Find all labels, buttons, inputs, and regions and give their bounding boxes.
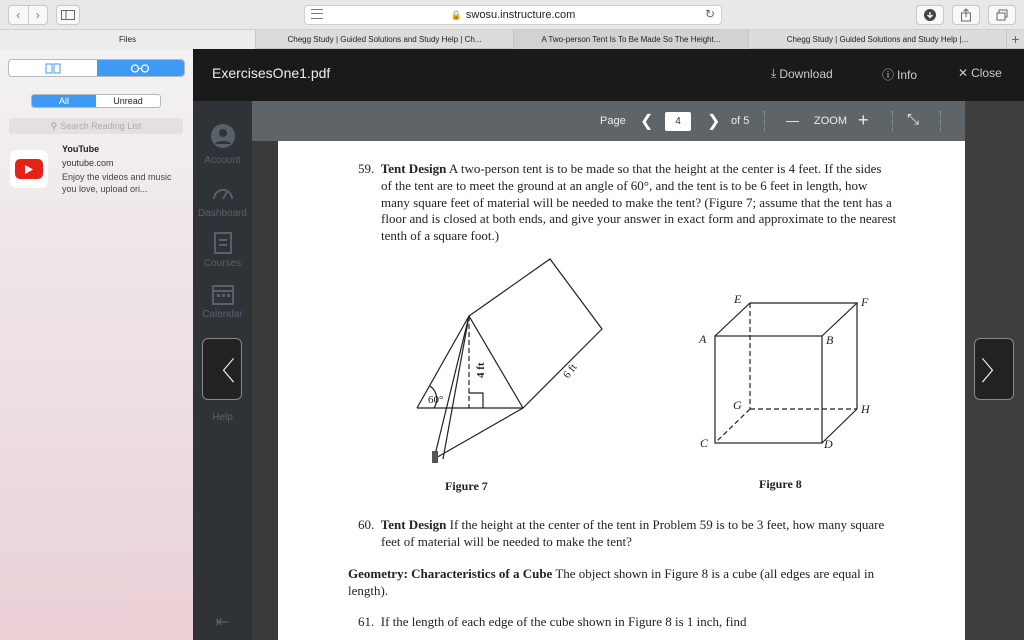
- problem-title: Tent Design: [380, 161, 447, 176]
- figure-7-caption: Figure 7: [445, 479, 488, 493]
- book-icon: [45, 63, 61, 74]
- problem-59-line-1: [358, 161, 881, 177]
- pdf-header: [193, 49, 1024, 101]
- problem-number: 61.: [358, 614, 375, 629]
- calendar-icon[interactable]: [210, 283, 236, 305]
- collapse-nav-icon[interactable]: ⇤: [215, 614, 230, 631]
- close-label: Close: [971, 66, 1002, 80]
- page-total: of 5: [731, 115, 750, 127]
- dashboard-icon[interactable]: [210, 183, 236, 205]
- nav-help[interactable]: Help: [212, 412, 233, 423]
- pdf-page: [278, 141, 965, 640]
- zoom-out-button[interactable]: —: [786, 113, 799, 128]
- problem-59-line-4: floor and is closed at both ends, and give your answer in exact form and approximate to the nearest: [381, 211, 897, 226]
- nav-buttons: [8, 5, 48, 25]
- tab-bar: [0, 30, 1024, 49]
- account-icon[interactable]: [210, 123, 236, 145]
- angle-label: 60°: [428, 394, 444, 406]
- play-icon: [25, 165, 33, 174]
- share-button[interactable]: [952, 5, 980, 25]
- info-button[interactable]: [882, 66, 917, 83]
- pdf-page-toolbar: [252, 101, 965, 141]
- vertex-b: B: [826, 333, 834, 347]
- search-icon: ⚲: [50, 120, 58, 131]
- problem-text: If the length of each edge of the cube shown in Figure 8 is 1 inch, find: [380, 614, 747, 629]
- figure-7-tent: [408, 251, 608, 471]
- geometry-line-2: length).: [348, 583, 389, 598]
- vertex-h: H: [861, 402, 870, 416]
- url-text: swosu.instructure.com: [465, 9, 576, 21]
- info-icon: ⓘ: [882, 68, 895, 82]
- problem-60-line-1: [358, 517, 884, 533]
- reading-item-url: youtube.com: [62, 158, 114, 168]
- tab-chegg-1[interactable]: Chegg Study | Guided Solutions and Study Help | Ch...: [256, 30, 514, 49]
- problem-59-line-5: tenth of a square foot.): [381, 228, 500, 243]
- tent-stake: [432, 451, 438, 463]
- search-placeholder: Search Reading List: [60, 121, 142, 131]
- glasses-icon: [130, 64, 150, 73]
- sidebar-toggle-button[interactable]: [56, 5, 80, 25]
- close-button[interactable]: [958, 66, 1002, 80]
- browser-toolbar: [0, 0, 1024, 30]
- bookmarks-tab[interactable]: [9, 60, 97, 76]
- zoom-in-button[interactable]: +: [858, 110, 869, 130]
- vertex-c: C: [700, 436, 709, 450]
- prev-file-button[interactable]: [202, 338, 242, 400]
- vertex-f: F: [861, 295, 869, 309]
- problem-title: Tent Design: [380, 517, 447, 532]
- tabs-icon: [996, 9, 1008, 21]
- download-label: Download: [779, 66, 833, 81]
- sidebar-mode-switch: [8, 59, 185, 77]
- geometry-heading-line: [348, 566, 874, 582]
- tab-files[interactable]: Files: [0, 30, 256, 49]
- section-title: Geometry: Characteristics of a Cube: [348, 566, 553, 581]
- nav-courses[interactable]: Courses: [203, 258, 242, 269]
- vertex-d: D: [824, 437, 833, 451]
- page-number-input[interactable]: 4: [665, 112, 691, 131]
- problem-61-line-1: [358, 614, 746, 630]
- vertex-e: E: [734, 292, 742, 306]
- vertex-a: A: [699, 332, 707, 346]
- separator: [764, 111, 765, 131]
- separator: [892, 111, 893, 131]
- problem-60-line-2: feet of material will be needed to make the tent?: [381, 534, 632, 549]
- pdf-filename: ExercisesOne1.pdf: [212, 65, 331, 81]
- back-icon[interactable]: ‹: [9, 6, 29, 24]
- filter-all[interactable]: All: [32, 95, 96, 107]
- reading-item-desc: Enjoy the videos and music you love, upload ori...: [62, 172, 172, 194]
- problem-number: 59.: [358, 161, 375, 176]
- next-file-button[interactable]: [974, 338, 1014, 400]
- problem-text: If the height at the center of the tent in Problem 59 is to be 3 feet, how many square: [449, 517, 885, 532]
- sidebar-icon: [61, 10, 75, 20]
- figure-8-caption: Figure 8: [759, 477, 802, 491]
- zoom-label: ZOOM: [814, 115, 847, 127]
- vertex-g: G: [733, 398, 742, 412]
- download-icon: ⤓: [771, 66, 777, 80]
- youtube-logo[interactable]: [10, 150, 48, 188]
- tab-chegg-2[interactable]: Chegg Study | Guided Solutions and Study Help |...: [749, 30, 1007, 49]
- reload-icon[interactable]: ↻: [704, 7, 715, 21]
- download-button[interactable]: [771, 66, 833, 81]
- downloads-button[interactable]: [916, 5, 944, 25]
- nav-dashboard[interactable]: Dashboard: [198, 208, 247, 219]
- chevron-left-icon: 〈: [208, 355, 235, 386]
- filter-unread[interactable]: Unread: [113, 96, 143, 106]
- problem-number: 60.: [358, 517, 375, 532]
- download-circle-icon: [924, 9, 936, 21]
- section-text: The object shown in Figure 8 is a cube (all edges are equal in: [555, 566, 875, 581]
- forward-icon[interactable]: ›: [35, 8, 40, 22]
- share-icon: [960, 8, 972, 22]
- courses-icon[interactable]: [210, 232, 236, 254]
- height-label: 4 ft: [475, 362, 487, 378]
- problem-text: A two-person tent is to be made so that the height at the center is 4 feet. If the sides: [448, 161, 882, 176]
- nav-account[interactable]: Account: [204, 155, 241, 166]
- length-label: 6 ft: [560, 361, 580, 381]
- tabs-overview-button[interactable]: [988, 5, 1016, 25]
- next-page-icon[interactable]: ❯: [707, 113, 721, 130]
- figure-8-cube: [693, 291, 883, 456]
- prev-page-icon[interactable]: ❮: [640, 113, 654, 130]
- lock-icon: 🔒: [450, 9, 462, 20]
- new-tab-button[interactable]: +: [1011, 31, 1020, 47]
- info-label: Info: [897, 67, 918, 82]
- reading-filter: [31, 94, 161, 108]
- reading-list-search[interactable]: [9, 118, 183, 134]
- reader-icon[interactable]: [311, 9, 323, 19]
- close-icon: ✕: [958, 66, 969, 80]
- reading-list-sidebar: [0, 49, 193, 640]
- tab-tent-question[interactable]: A Two-person Tent Is To Be Made So The Height...: [514, 30, 749, 49]
- reading-list-tab[interactable]: [97, 60, 185, 76]
- separator: [940, 111, 941, 131]
- reading-item-title[interactable]: YouTube: [62, 144, 100, 154]
- page-label: Page: [600, 115, 626, 127]
- address-bar[interactable]: [304, 5, 722, 25]
- nav-calendar[interactable]: Calendar: [202, 309, 243, 320]
- chevron-right-icon: 〉: [980, 355, 1007, 386]
- problem-59-line-3: many square feet of material will be needed to make the tent? (Figure 7; assume that the tent has a: [381, 195, 892, 210]
- fullscreen-icon[interactable]: ⤡: [907, 111, 920, 128]
- problem-59-line-2: of the tent are to meet the ground at an angle of 60°, and the tent is to be 6 feet in length, how: [381, 178, 868, 193]
